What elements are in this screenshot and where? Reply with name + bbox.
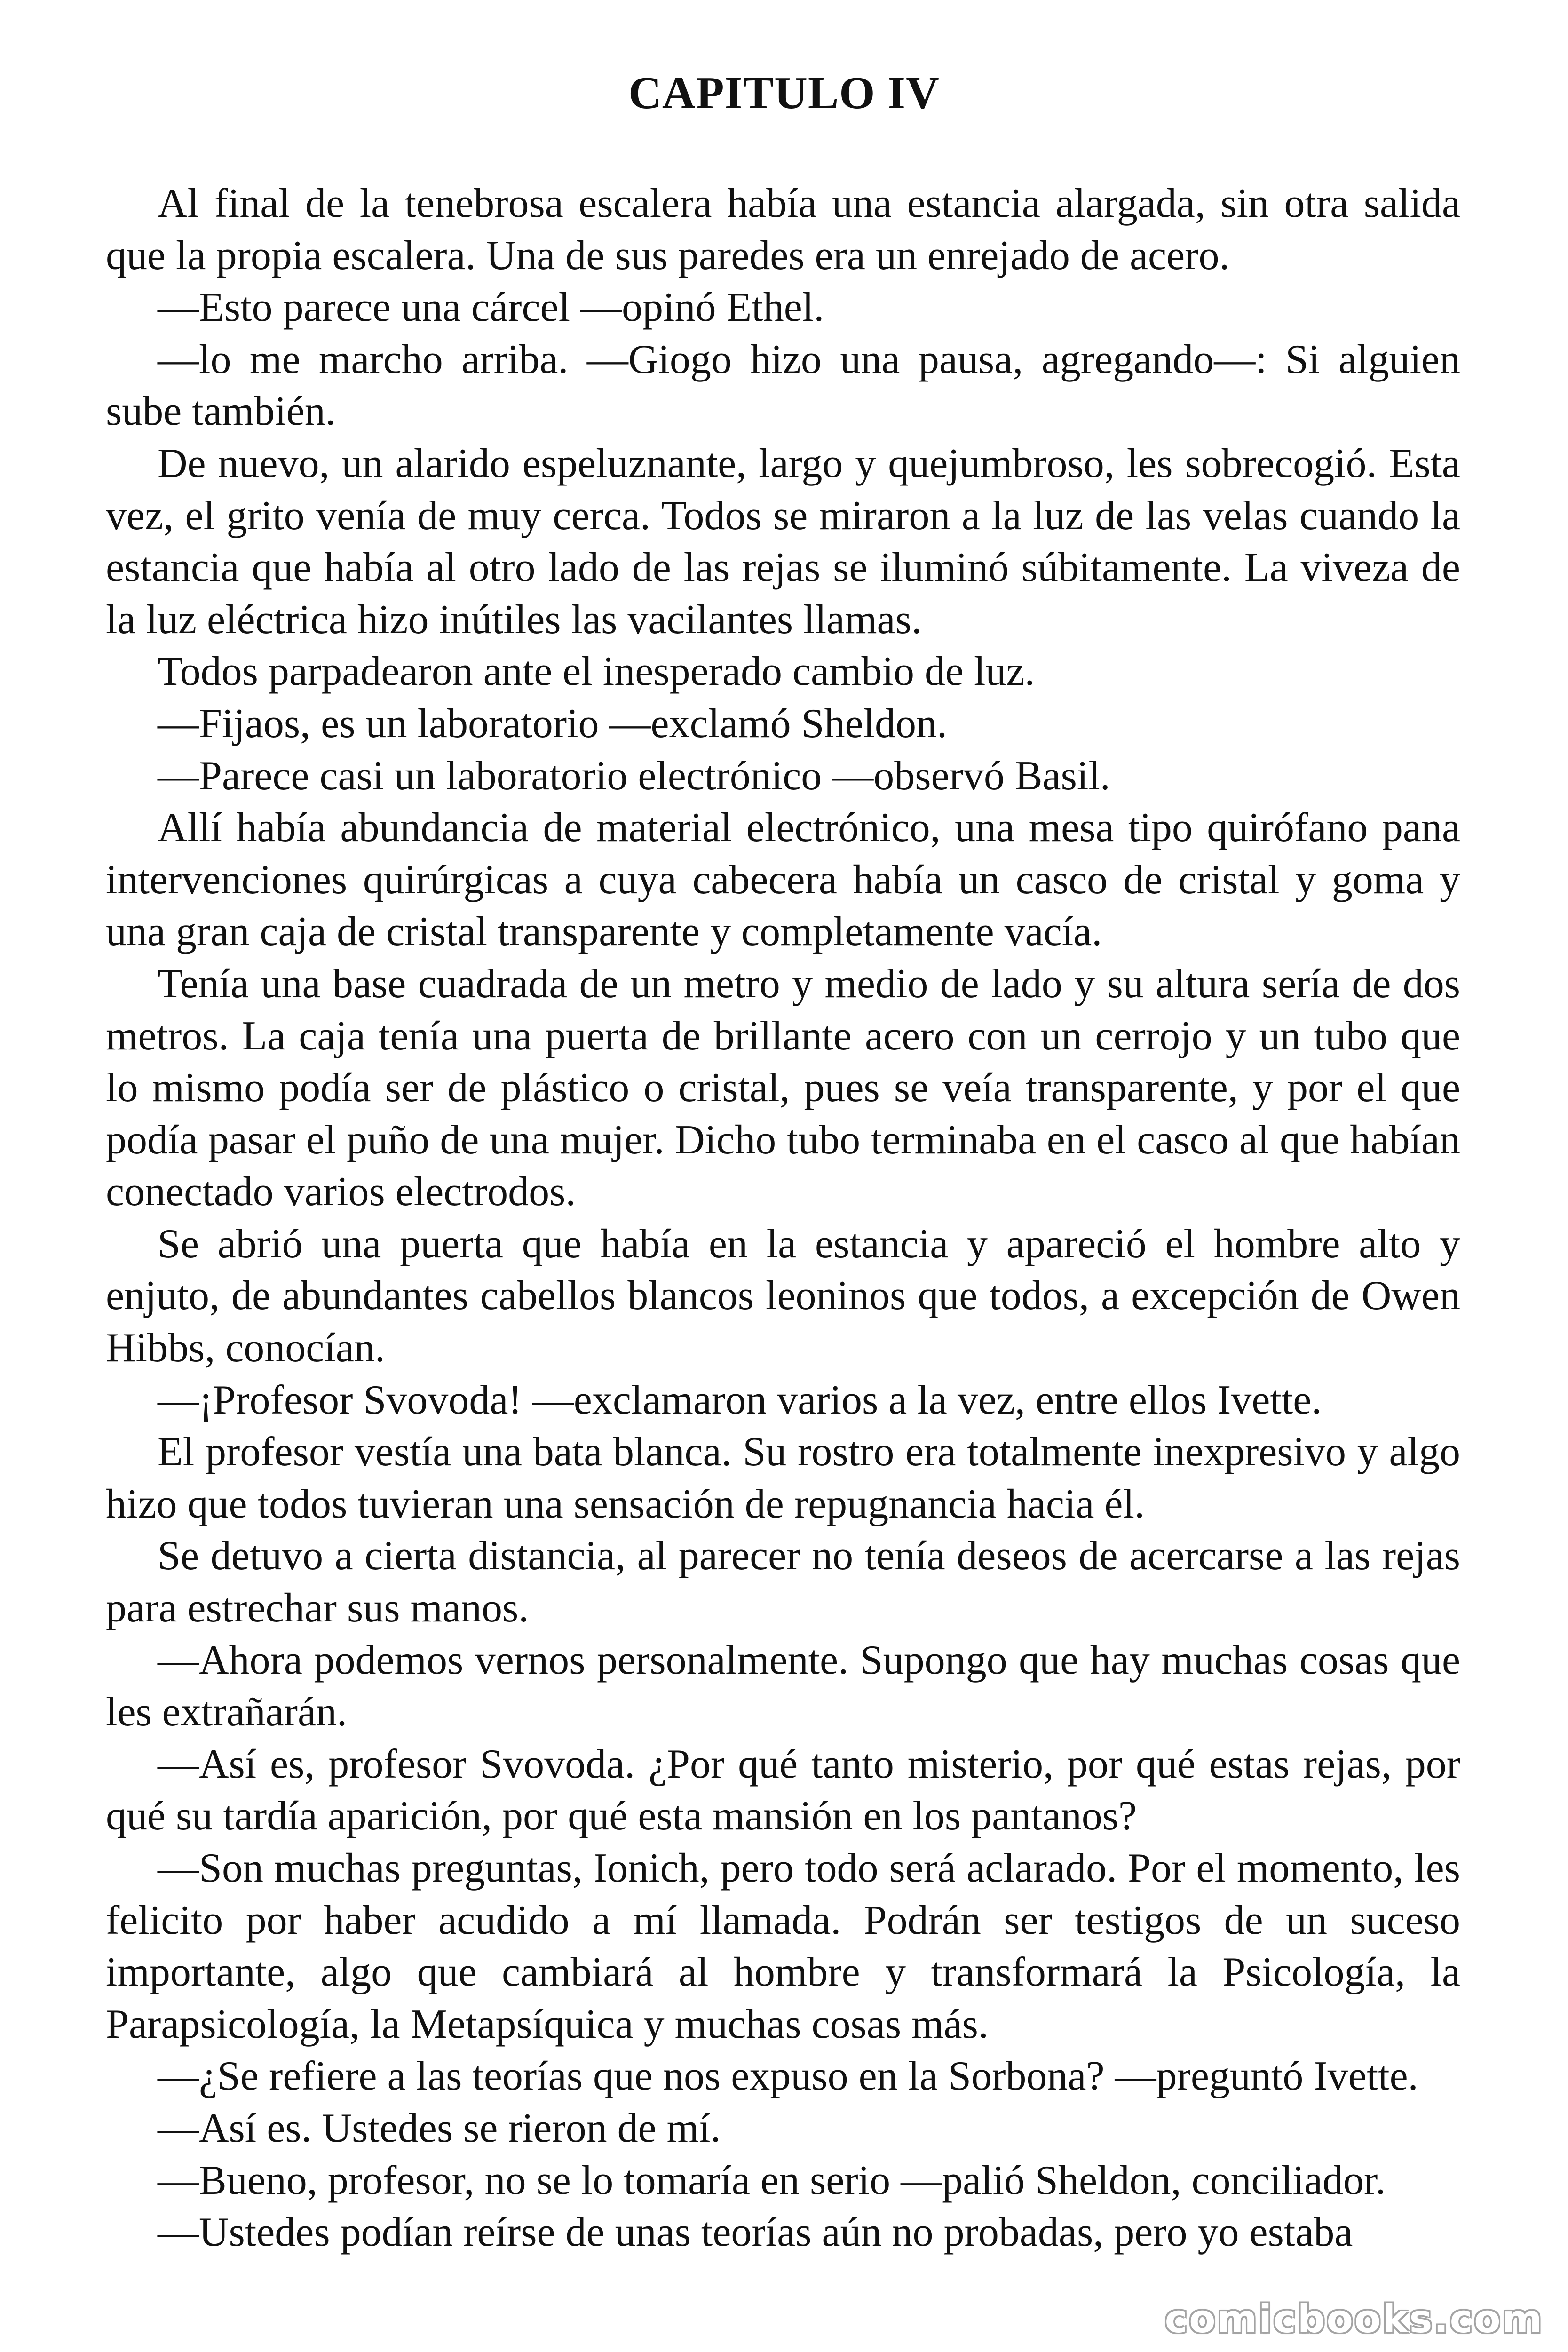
paragraph: Se abrió una puerta que había en la estancia y apareció el hombre alto y enjuto, de abundantes cabellos blancos leoninos que todos, a excepción de Owen Hibbs, conocían. [106, 1221, 1460, 1371]
paragraph: —Bueno, profesor, no se lo tomaría en serio —palió Sheldon, conciliador. [158, 2157, 1386, 2203]
watermark-logo: comicbooks.com [1164, 2297, 1544, 2342]
paragraph: De nuevo, un alarido espeluznante, largo y quejumbroso, les sobrecogió. Esta vez, el grito venía de muy cerca. Todos se miraron a la luz de las velas cuando la estancia que había al otro lado de las rejas se iluminó súbitamente. La viveza de la luz eléctrica hizo inútiles las vacilantes llamas. [106, 440, 1460, 643]
paragraph: Se detuvo a cierta distancia, al parecer no tenía deseos de acercarse a las rejas para estrechar sus manos. [106, 1533, 1460, 1631]
paragraph: —Así es. Ustedes se rieron de mí. [158, 2105, 721, 2151]
paragraph: —Son muchas preguntas, Ionich, pero todo será aclarado. Por el momento, les felicito por haber acudido a mí llamada. Podrán ser testigos de un suceso importante, algo que cambiará al hombre y transformará la Psicología, la Parapsicología, la Metapsíquica y muchas cosas más. [106, 1845, 1460, 2047]
paragraph: —¡Profesor Svovoda! —exclamaron varios a la vez, entre ellos Ivette. [158, 1377, 1322, 1423]
paragraph: —lo me marcho arriba. —Giogo hizo una pausa, agregando—: Si alguien sube también. [106, 336, 1460, 435]
paragraph: Al final de la tenebrosa escalera había una estancia alargada, sin otra salida que la propia escalera. Una de sus paredes era un enrejado de acero. [106, 181, 1460, 278]
paragraph: —Así es, profesor Svovoda. ¿Por qué tanto misterio, por qué estas rejas, por qué su tardía aparición, por qué esta mansión en los pantanos? [106, 1741, 1460, 1839]
paragraph: Allí había abundancia de material electrónico, una mesa tipo quirófano pana intervenciones quirúrgicas a cuya cabecera había un casco de cristal y goma y una gran caja de cristal transparente y completamente vacía. [106, 805, 1460, 955]
paragraph: —¿Se refiere a las teorías que nos expuso en la Sorbona? —preguntó Ivette. [158, 2053, 1418, 2099]
paragraph: Todos parpadearon ante el inesperado cambio de luz. [158, 649, 1035, 695]
paragraph: Tenía una base cuadrada de un metro y medio de lado y su altura sería de dos metros. La caja tenía una puerta de brillante acero con un cerrojo y un tubo que lo mismo podía ser de plástico o cristal, pues se veía transparente, y por el que podía pasar el puño de una mujer. Dicho tubo terminaba en el casco al que habían conectado varios electrodos. [106, 961, 1460, 1215]
paragraph: —Ahora podemos vernos personalmente. Supongo que hay muchas cosas que les extrañarán. [106, 1637, 1460, 1735]
paragraph: —Ustedes podían reírse de unas teorías aún no probadas, pero yo estaba [158, 2209, 1353, 2256]
paragraph: —Parece casi un laboratorio electrónico —observó Basil. [158, 753, 1110, 799]
chapter-body [106, 178, 1460, 2259]
paragraph: El profesor vestía una bata blanca. Su rostro era totalmente inexpresivo y algo hizo que todos tuvieran una sensación de repugnancia hacia él. [106, 1429, 1460, 1527]
paragraph: —Fijaos, es un laboratorio —exclamó Sheldon. [158, 700, 948, 747]
chapter-title: CAPITULO IV [628, 68, 940, 119]
paragraph: —Esto parece una cárcel —opinó Ethel. [158, 285, 824, 331]
